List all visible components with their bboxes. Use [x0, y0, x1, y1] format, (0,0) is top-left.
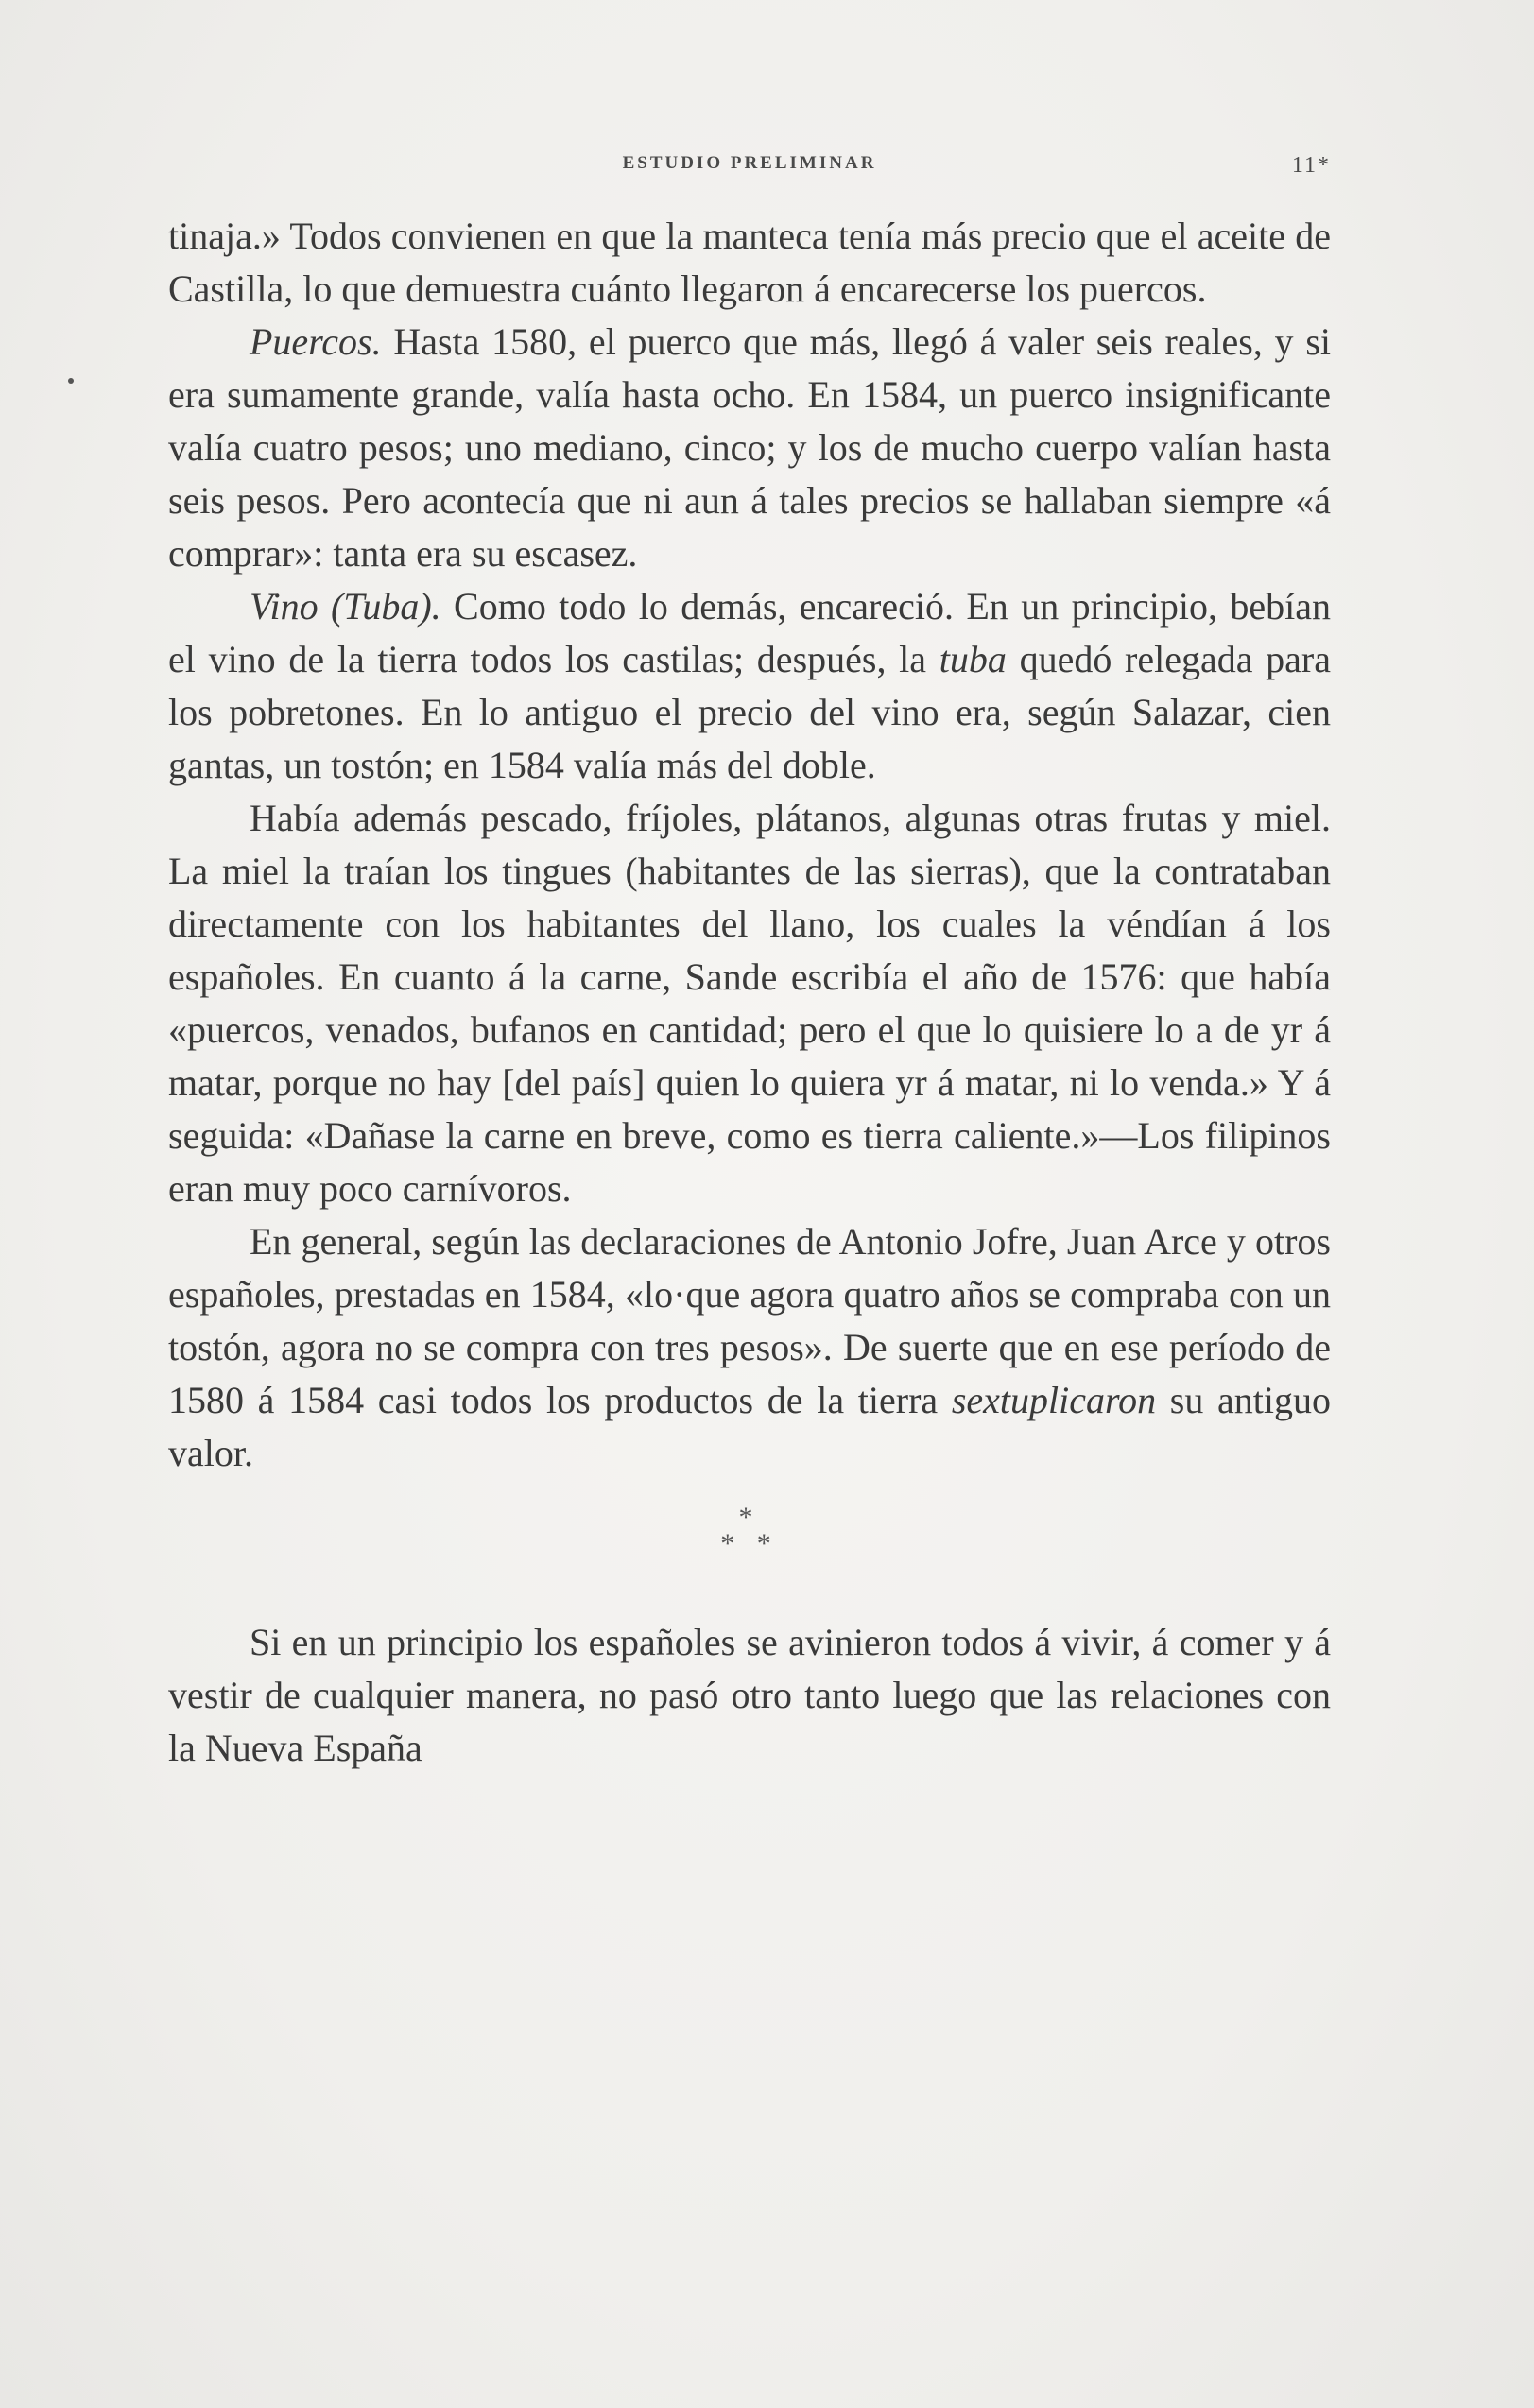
stray-mark: [68, 378, 74, 384]
paragraph-1: [168, 210, 1331, 316]
paragraph-final-text: Si en un principio los españoles se avinieron todos á vivir, á comer y á vestir de cualquier manera, no pasó otro tanto luego que las relaciones con la Nueva España: [168, 1621, 1331, 1769]
paragraph-general-text-1: En general, según las declaraciones de Antonio Jofre, Juan Arce y otros españoles, prestadas en 1584, «lo·que agora quatro años se compraba con un tostón, agora no se compra con tres pesos». De suerte que en ese período de 1580 á 1584 casi todos los productos de la tierra: [168, 1220, 1331, 1421]
paragraph-puercos-lead: Puercos.: [250, 320, 382, 363]
paragraph-provisions: [168, 792, 1331, 1215]
paragraph-provisions-text: Había además pescado, fríjoles, plátanos, algunas otras frutas y miel. La miel la traían los tingues (habitantes de las sierras), que la contrataban directamente con los habitantes del llano, los cuales la véndían á los españoles. En cuanto á la carne, Sande escribía el año de 1576: que había «puercos, venados, bufanos en cantidad; pero el que lo quisiere lo a de yr á matar, porque no hay [del país] quien lo quiera yr á matar, ni lo venda.» Y á seguida: «Dañase la carne en breve, como es tierra caliente.»—Los filipinos eran muy poco carnívoros.: [168, 797, 1331, 1210]
paragraph-vino-italic: tuba: [939, 638, 1007, 680]
paragraph-vino-text-2: quedó relegada para los pobretones. En lo antiguo el precio del vino era, según Salazar, cien gantas, un tostón; en 1584 valía más del doble.: [168, 638, 1331, 786]
running-title: ESTUDIO PRELIMINAR: [622, 153, 877, 173]
paragraph-general-text-2: su antiguo valor.: [168, 1379, 1331, 1474]
separator-top-asterisk: *: [738, 1502, 761, 1533]
section-separator: [168, 1502, 1331, 1559]
paragraph-final: [168, 1616, 1331, 1775]
separator-bottom-asterisks: * *: [720, 1528, 779, 1559]
paragraph-1-text: tinaja.» Todos convienen en que la manteca tenía más precio que el aceite de Castilla, lo que demuestra cuánto llegaron á encarecerse los puercos.: [168, 215, 1331, 310]
paragraph-vino-text-1: Como todo lo demás, encareció. En un principio, bebían el vino de la tierra todos los castilas; después, la: [168, 585, 1331, 680]
paragraph-general: [168, 1215, 1331, 1480]
paragraph-puercos: [168, 316, 1331, 580]
page-number: 11*: [1291, 153, 1331, 178]
paragraph-vino-lead: Vino (Tuba).: [250, 585, 441, 628]
paragraph-general-italic: sextuplicaron: [951, 1379, 1157, 1421]
paragraph-vino: [168, 580, 1331, 792]
body-text: [168, 210, 1331, 1775]
paragraph-puercos-text: Hasta 1580, el puerco que más, llegó á valer seis reales, y si era sumamente grande, valía hasta ocho. En 1584, un puerco insignificante valía cuatro pesos; uno mediano, cinco; y los de mucho cuerpo valían hasta seis pesos. Pero acontecía que ni aun á tales precios se hallaban siempre «á comprar»: tanta era su escasez.: [168, 320, 1331, 575]
page-header: [168, 153, 1331, 191]
